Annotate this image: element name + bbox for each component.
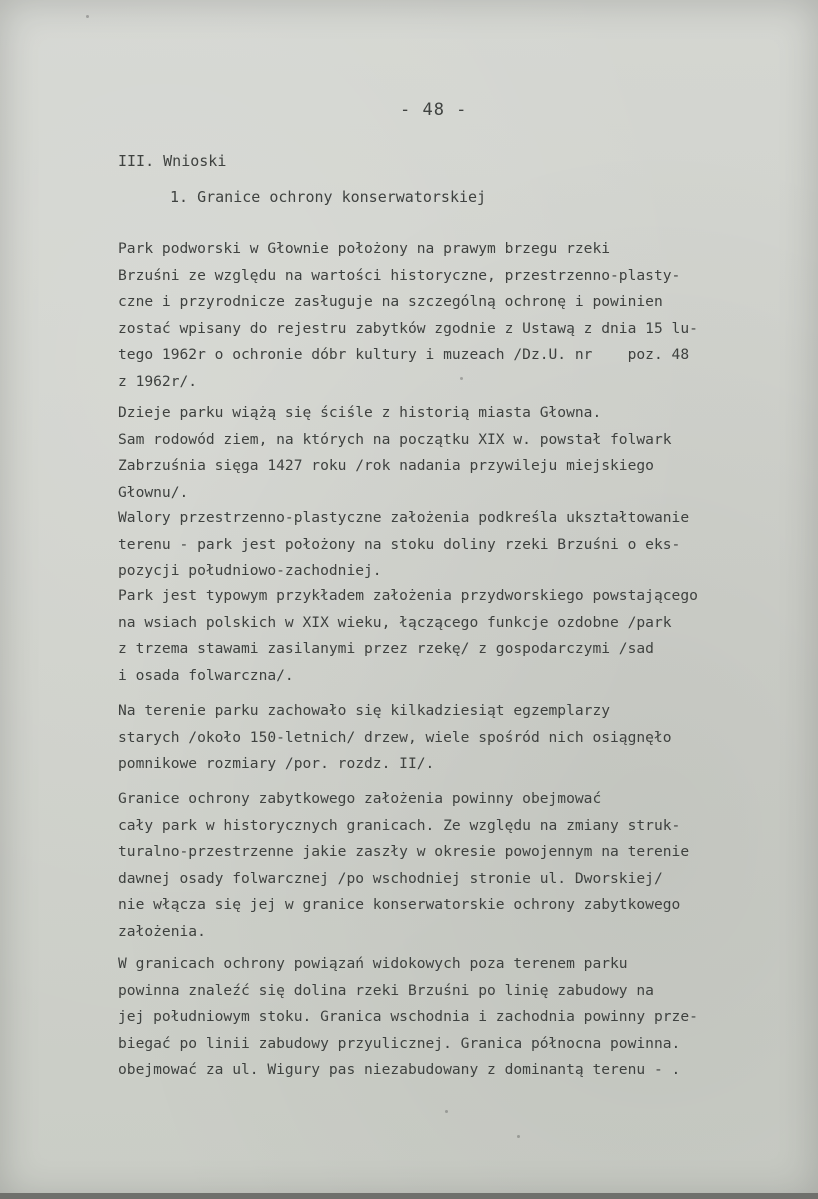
section-heading: III. Wnioski (118, 152, 227, 170)
paper-speck (445, 1110, 448, 1113)
paper-speck (517, 1135, 520, 1138)
paragraph: Na terenie parku zachowało się kilkadziesiąt egzemplarzy starych /około 150-letnich/ drzew, wiele spośród nich osiągnęło pomnikowe rozmiary /por. rozdz. II/. (118, 702, 672, 772)
subsection-heading: 1. Granice ochrony konserwatorskiej (170, 188, 487, 206)
paragraph: W granicach ochrony powiązań widokowych poza terenem parku powinna znaleźć się dolina rzeki Brzuśni po linię zabudowy na jej południowym stoku. Granica wschodnia i zachodnia powinny prze- biegać po linii zabudowy przyulicznej. Granica północna powinna. obejmować za ul. Wigury pas niezabudowany z dominantą terenu - . (118, 955, 698, 1078)
paragraph: Granice ochrony zabytkowego założenia powinny obejmować cały park w historycznych granicach. Ze względu na zmiany struk- turalno-przestrzenne jakie zaszły w okresie powojennym na terenie dawnej osady folwarcznej /po wschodniej stronie ul. Dworskiej/ nie włącza się jej w granice konserwatorskie ochrony zabytkowego założenia. (118, 790, 690, 940)
paragraph: Dzieje parku wiążą się ściśle z historią miasta Głowna. Sam rodowód ziem, na których na początku XIX w. powstał folwark Zabrzuśnia sięga 1427 roku /rok nadania przywileju miejskiego Głownu/. (118, 404, 672, 501)
paragraph: Walory przestrzenno-plastyczne założenia podkreśla ukształtowanie terenu - park jest położony na stoku doliny rzeki Brzuśni o eks- pozycji południowo-zachodniej. (118, 509, 690, 579)
paragraph: Park podworski w Głownie położony na prawym brzegu rzeki Brzuśni ze względu na wartości historyczne, przestrzenno-plasty- czne i przyrodnicze zasługuje na szczególną ochronę i powinien zostać wpisany do rejestru zabytków zgodnie z Ustawą z dnia 15 lu- tego 1962r o ochronie dóbr kultury i muzeach /Dz.U. nr poz. 48 z 1962r/. (118, 240, 698, 390)
page-bottom-edge (0, 1193, 818, 1199)
paper-speck (86, 15, 89, 18)
paragraph: Park jest typowym przykładem założenia przydworskiego powstającego na wsiach polskich w XIX wieku, łączącego funkcje ozdobne /park z trzema stawami zasilanymi przez rzekę/ z gospodarczymi /sad i osada folwarczna/. (118, 587, 698, 684)
paper-speck (460, 377, 463, 380)
page-number: - 48 - (400, 100, 468, 120)
